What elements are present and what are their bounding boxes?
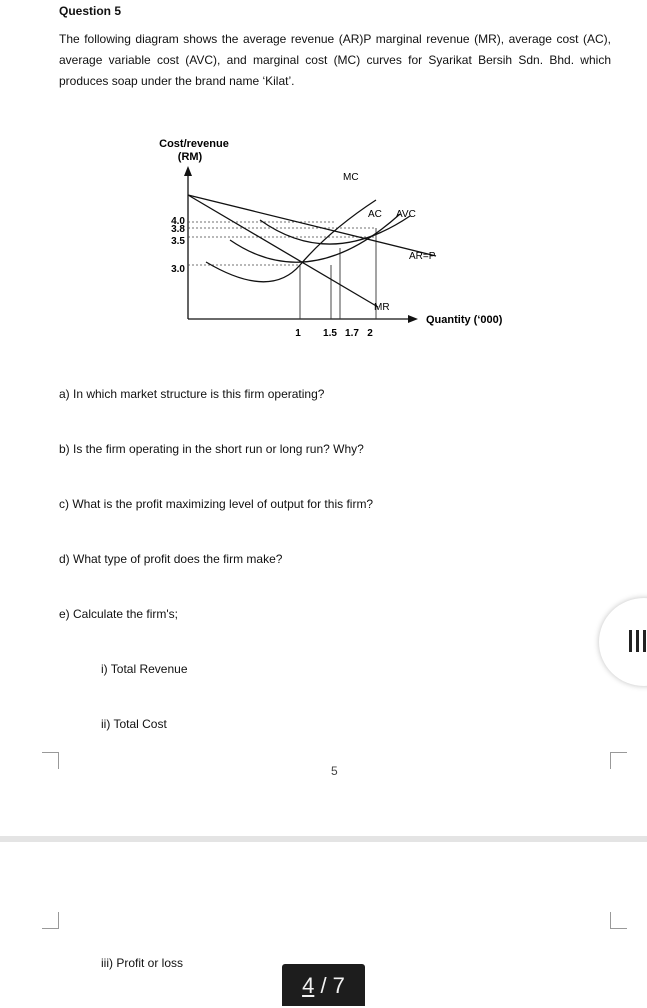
y-tick-3-8: 3.8 [171, 224, 185, 235]
ac-label: AC [368, 209, 382, 220]
mc-label: MC [343, 172, 359, 183]
part-d: d) What type of profit does the firm make? [59, 552, 283, 566]
total-pages: 7 [332, 973, 345, 998]
part-c: c) What is the profit maximizing level of output for this firm? [59, 497, 374, 511]
part-a: a) In which market structure is this firm operating? [59, 387, 325, 401]
crop-mark-top-left [42, 912, 59, 929]
crop-mark-bottom-left [42, 752, 59, 769]
y-tick-4-0: 4.0 [171, 216, 185, 227]
y-tick-3-0: 3.0 [171, 264, 185, 275]
question-intro: The following diagram shows the average revenue (AR)P marginal revenue (MR), average cost (AC), average variable cost (AVC), and marginal cost (MC) curves for Syarikat Bersih Sdn. Bhd. which produces soap under the brand name ‘Kilat’. [59, 32, 611, 88]
cost-revenue-diagram [140, 130, 540, 345]
x-tick-1-5: 1.5 [323, 328, 337, 339]
page-number: 5 [331, 764, 338, 778]
menu-icon [629, 630, 646, 652]
current-page: 4 [302, 973, 315, 998]
x-tick-1: 1 [295, 328, 301, 339]
part-e-i: i) Total Revenue [101, 662, 188, 676]
page-indicator[interactable] [282, 964, 365, 1006]
ar-curve [188, 195, 436, 256]
mr-curve [188, 195, 378, 307]
question-title: Question 5 [59, 4, 122, 18]
part-e: e) Calculate the firm's; [59, 607, 178, 621]
part-e-iii: iii) Profit or loss [101, 956, 184, 970]
pager-separator: / [314, 973, 333, 998]
y-axis-label-2: (RM) [177, 151, 203, 163]
avc-curve [230, 214, 400, 262]
x-tick-1-7: 1.7 [345, 328, 359, 339]
y-tick-3-5: 3.5 [171, 236, 185, 247]
y-axis-arrow [184, 166, 192, 176]
part-b: b) Is the firm operating in the short run or long run? Why? [59, 442, 364, 456]
x-tick-2: 2 [367, 328, 373, 339]
avc-label: AVC [396, 209, 416, 220]
mr-label: MR [374, 302, 390, 313]
crop-mark-top-right [610, 912, 627, 929]
x-axis-arrow [408, 315, 418, 323]
ar-label: AR=P [409, 251, 436, 262]
crop-mark-bottom-right [610, 752, 627, 769]
part-e-ii: ii) Total Cost [101, 717, 167, 731]
x-axis-label: Quantity (‘000) [426, 314, 503, 326]
y-axis-label-1: Cost/revenue [159, 138, 229, 150]
